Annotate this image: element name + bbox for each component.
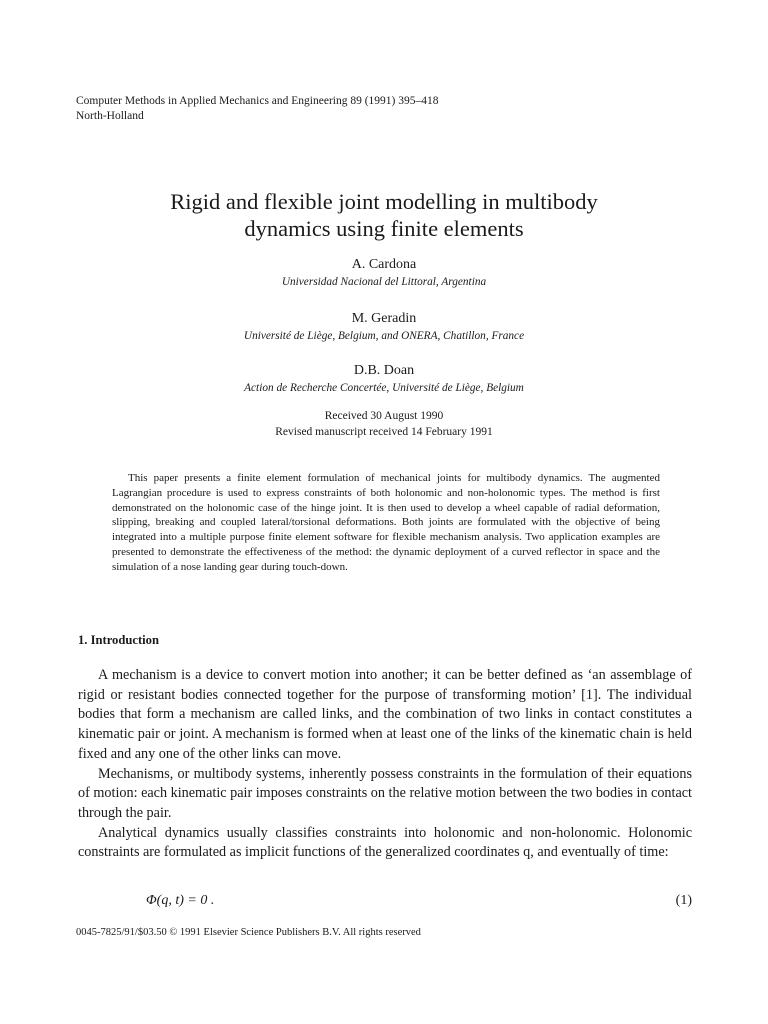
equation-number: (1)	[675, 893, 692, 908]
paragraph: Mechanisms, or multibody systems, inherently possess constraints in the formulation of their equations of motion: each kinematic pair imposes constraints on the relative motion between the two bodies in contact through the pair.	[78, 765, 692, 821]
author-name: A. Cardona	[351, 257, 417, 272]
abstract: This paper presents a finite element formulation of mechanical joints for multibody dynamics. The augmented Lagrangian procedure is used to express constraints of both holonomic and non-holonomic types. The method is first demonstrated on the holonomic case of the hinge joint. It is then used to develop a wheel capable of radial deformation, slipping, breaking and coupled lateral/torsional deformations. Both joints are formulated with the objective of being integrated into a multiple purpose finite element software for flexible mechanism analysis. Two application examples are presented to demonstrate the effectiveness of the method: the dynamic deployment of a curved reflector in space and the simulation of a nose landing gear during touch-down.	[112, 472, 660, 573]
article-dates	[60, 409, 708, 440]
journal-citation: Computer Methods in Applied Mechanics and Engineering 89 (1991) 395–418	[76, 95, 439, 107]
article-title	[60, 188, 708, 242]
author-affiliation: Université de Liège, Belgium, and ONERA, Chatillon, France	[243, 330, 525, 342]
author-block-1	[60, 256, 708, 290]
publisher-name: North-Holland	[76, 110, 144, 122]
title-line-2: dynamics using finite elements	[244, 216, 524, 241]
title-line-1: Rigid and flexible joint modelling in multibody	[170, 189, 598, 214]
section-heading: 1. Introduction	[78, 633, 159, 647]
author-affiliation: Action de Recherche Concertée, Université de Liège, Belgium	[244, 382, 524, 394]
author-block-3	[60, 362, 708, 396]
author-name: M. Geradin	[351, 311, 417, 326]
paragraph: Analytical dynamics usually classifies constraints into holonomic and non-holonomic. Holonomic constraints are formulated as implicit functions of the generalized coordinates q, and eventually of time:	[78, 824, 692, 861]
revised-date: Revised manuscript received 14 February 1991	[275, 425, 493, 438]
author-block-2	[60, 310, 708, 344]
equation: Φ(q, t) = 0 .	[146, 893, 215, 908]
copyright-footer: 0045-7825/91/$03.50 © 1991 Elsevier Science Publishers B.V. All rights reserved	[76, 927, 421, 938]
author-affiliation: Universidad Nacional del Littoral, Argentina	[281, 276, 487, 288]
journal-header	[76, 94, 439, 124]
section-body	[78, 666, 692, 863]
paragraph: A mechanism is a device to convert motion into another; it can be better defined as ‘an assemblage of rigid or resistant bodies connected together for the purpose of transforming motion’ [1]. The individual bodies that form a mechanism are called links, and the combination of two links in contact constitutes a kinematic pair or joint. A mechanism is formed when at least one of the links of the kinematic chain is held fixed and any one of the other links can move.	[78, 667, 692, 762]
received-date: Received 30 August 1990	[324, 410, 444, 422]
author-name: D.B. Doan	[353, 363, 415, 378]
